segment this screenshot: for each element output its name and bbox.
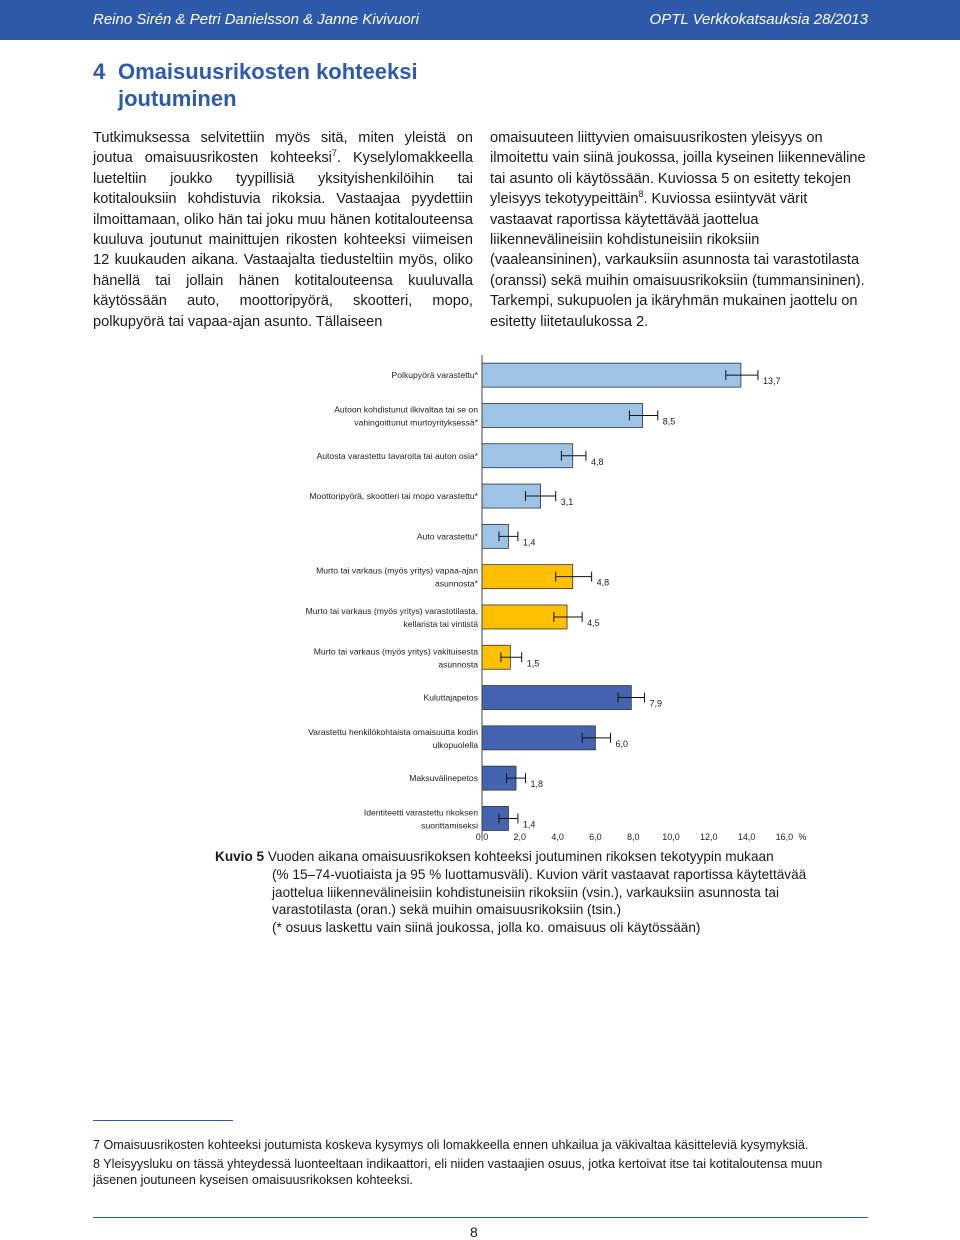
page-number: 8 — [470, 1224, 478, 1240]
category-label: asunnosta — [438, 659, 478, 670]
body-text: . Kuviossa esiintyvät värit vastaavat raportissa käytettävää jaottelua liikennevälineisiin kohdistuneisiin rikoksiin (vaaleansininen), varkauksiin asunnosta tai varastotilasta (oranssi) sekä muihin omaisuusrikoksiin (tummansininen). Tarkempi, sukupuolen ja ikäryhmän mukainen jaottelu on esitetty liitetaulukossa 2. — [490, 191, 865, 330]
category-label: Auto varastettu* — [416, 531, 478, 542]
bar-chart — [200, 345, 807, 845]
footnote-number: 7 — [93, 1138, 101, 1152]
footnote-8 — [93, 1156, 868, 1189]
category-label: Varastettu henkilökohtaista omaisuutta kodin — [308, 726, 478, 737]
section-title — [93, 58, 453, 112]
body-text: omaisuuteen liittyvien omaisuusrikosten yleisyys on ilmoitettu vain siinä joukossa, joilla kyseinen liikenneväline tai asunto oli käytössään. Kuviossa 5 on esitetty tekojen yleisyys tekotyypeittäin — [490, 130, 866, 208]
page-footer-divider — [93, 1217, 868, 1218]
x-tick-label: 16,0 — [775, 832, 794, 842]
category-label: Identiteetti varastettu rikoksen — [363, 807, 478, 818]
footnote-text: Omaisuusrikosten kohteeksi joutumista koskeva kysymys oli lomakkeella ennen uhkailua ja väkivaltaa käsitteleviä kysymyksiä. — [100, 1138, 809, 1152]
data-label: 13,7 — [762, 376, 781, 387]
section-number: 4 — [93, 59, 106, 84]
data-label: 4,8 — [590, 456, 604, 467]
x-tick-label: 4,0 — [551, 832, 564, 842]
x-tick-label: 0,0 — [475, 832, 489, 842]
body-column-right — [490, 128, 870, 332]
body-text: Tutkimuksessa selvitettiin myös sitä, miten yleistä on joutua omaisuusrikosten kohteeksi — [93, 130, 473, 167]
figure-caption — [215, 848, 855, 937]
footnote-ref-7: 7 — [331, 148, 337, 159]
category-label: Autoon kohdistunut ilkivaltaa tai se on — [334, 404, 478, 415]
footnote-7 — [93, 1137, 868, 1154]
bar — [482, 444, 573, 468]
caption-line1: Vuoden aikana omaisuusrikoksen kohteeksi joutuminen rikoksen tekotyypin mukaan — [264, 849, 774, 864]
data-label: 1,4 — [522, 819, 536, 830]
x-tick-label: 6,0 — [589, 832, 602, 842]
category-label: Autosta varastettu tavaroita tai auton osia* — [316, 450, 478, 461]
caption-line2: (% 15–74-vuotiaista ja 95 % luottamusväli). Kuvion värit vastaavat raportissa käytettävää jaottelua liikennevälineisiin kohdistuneisiin rikoksiin (vsin.), varkauksiin asunnosta tai varastotilasta (oran.) sekä muihin omaisuusrikoksiin (tsin.) — [272, 866, 807, 918]
category-label: asunnosta* — [434, 578, 478, 589]
data-label: 1,4 — [522, 537, 536, 548]
section-title-line2: joutuminen — [118, 86, 237, 111]
body-paragraph — [490, 128, 870, 332]
header-series: OPTL Verkkokatsauksia 28/2013 — [649, 11, 868, 28]
data-label: 7,9 — [649, 698, 663, 709]
data-label: 1,8 — [530, 779, 543, 790]
body-text: . Kyselylomakkeella lueteltiin joukko tyypillisiä yksityishenkilöihin tai kotitalouksiin kohdistuvia rikoksia. Vastaajaa pyydettiin ilmoittamaan, oliko hän tai joku muu hänen kotitalouteensa kuuluva joutunut mainittujen rikosten kohteeksi viimeisen 12 kuukauden aikana. Vastaajalta tiedusteltiin myös, oliko hänellä tai jollain hänen kotitalouteensa kuuluvalla käytössään auto, moottoripyörä, skootteri, mopo, polkupyörä tai vapaa-ajan asunto. Tällaiseen — [93, 150, 473, 330]
category-label: suorittamiseksi — [421, 820, 478, 831]
footnotes — [93, 1137, 868, 1191]
bar — [482, 403, 643, 427]
data-label: 6,0 — [615, 738, 629, 749]
x-tick-label: 8,0 — [626, 832, 640, 842]
bar — [482, 363, 741, 387]
bar — [482, 726, 595, 750]
caption-label: Kuvio 5 — [215, 849, 265, 864]
category-label: Moottoripyörä, skootteri tai mopo varastettu* — [309, 491, 478, 502]
caption-line3: (* osuus laskettu vain siinä joukossa, jolla ko. omaisuus oli käytössään) — [272, 920, 701, 936]
body-paragraph — [93, 128, 473, 332]
footnote-number: 8 — [93, 1156, 101, 1171]
category-label: Polkupyörä varastettu* — [391, 370, 478, 381]
category-label: Murto tai varkaus (myös yritys) varastotilasta, — [305, 605, 478, 616]
footnote-ref-8: 8 — [638, 189, 644, 200]
x-unit-label: % — [798, 832, 807, 842]
category-label: Maksuvälinepetos — [409, 773, 478, 784]
category-label: Murto tai varkaus (myös yritys) vakituisesta — [313, 646, 478, 657]
bar — [482, 686, 631, 710]
data-label: 1,5 — [526, 658, 540, 669]
header-authors: Reino Sirén & Petri Danielsson & Janne Kivivuori — [93, 11, 419, 28]
category-label: ulkopuolella — [432, 739, 478, 750]
x-tick-label: 10,0 — [662, 832, 680, 842]
x-tick-label: 14,0 — [737, 832, 756, 842]
category-label: Kuluttajapetos — [423, 692, 478, 703]
category-label: Murto tai varkaus (myös yritys) vapaa-ajan — [316, 565, 478, 576]
section-title-line1: Omaisuusrikosten kohteeksi — [118, 59, 418, 84]
data-label: 3,1 — [560, 497, 574, 508]
x-tick-label: 12,0 — [700, 832, 718, 842]
data-label: 8,5 — [662, 416, 676, 427]
footnote-divider — [93, 1120, 233, 1121]
data-label: 4,8 — [596, 577, 610, 588]
data-label: 4,5 — [587, 617, 600, 628]
page-header — [0, 0, 960, 40]
body-column-left — [93, 128, 473, 332]
category-label: kellarista tai vintistä — [403, 618, 478, 629]
category-label: vahingoittunut murtoyrityksessä* — [354, 417, 478, 428]
footnote-text: Yleisyysluku on tässä yhteydessä luonteeltaan indikaattori, eli niiden vastaajien osuus, jotka kertoivat itse tai kotitaloutensa muun jäsenen joutuneen kyseisen omaisuusrikoksen kohteeksi. — [93, 1156, 823, 1187]
x-tick-label: 2,0 — [513, 832, 527, 842]
